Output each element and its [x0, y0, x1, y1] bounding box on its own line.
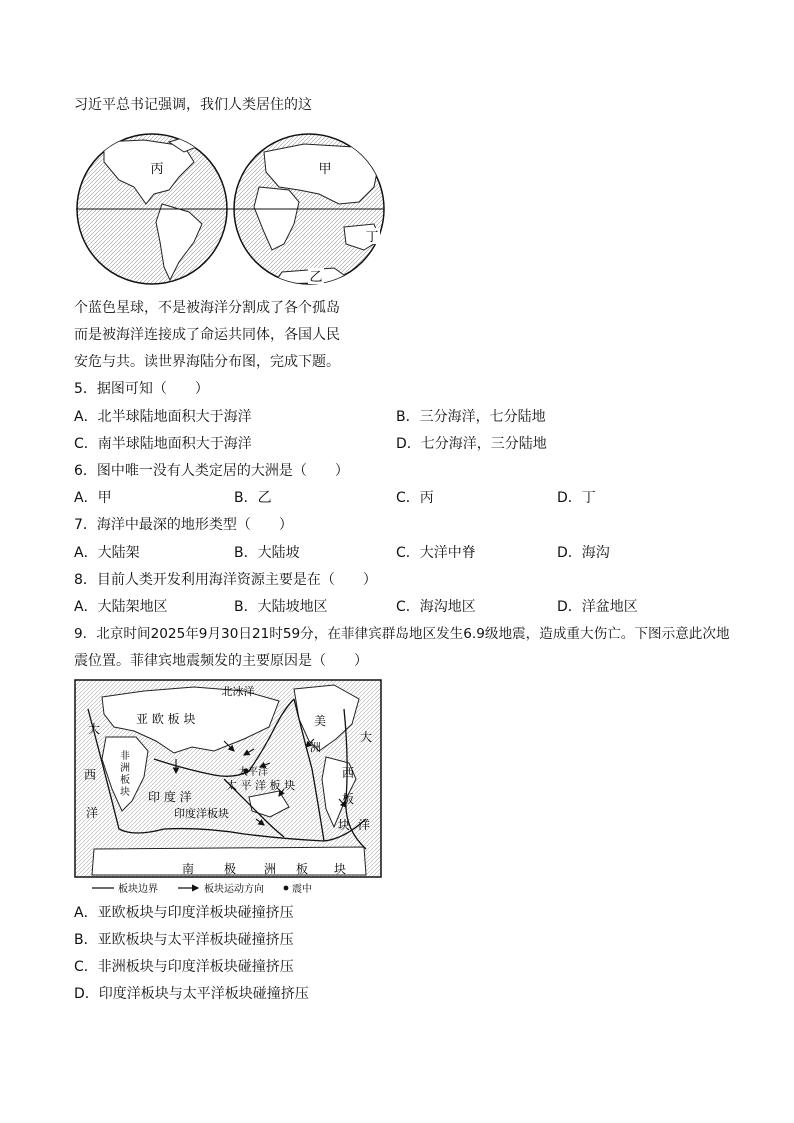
q7-option-b[interactable]: B．大陆坡: [234, 545, 300, 561]
label-america-2: 洲: [310, 741, 321, 754]
legend-boundary-label: 板块边界: [118, 884, 158, 895]
label-ding: 丁: [365, 230, 379, 245]
question-8-stem: 8．目前人类开发利用海洋资源主要是在（ ）: [74, 572, 377, 588]
label-atlantic-left-3: 洋: [86, 806, 99, 820]
intro-line-2: 个蓝色星球，不是被海洋分割成了各个孤岛: [74, 300, 340, 316]
q5-option-c[interactable]: C．南半球陆地面积大于海洋: [74, 436, 252, 452]
q9-option-d[interactable]: D．印度洋板块与太平洋板块碰撞挤压: [74, 986, 309, 1002]
intro-line-4: 安危与共。读世界海陆分布图，完成下题。: [74, 354, 340, 370]
label-antarctic-2: 极: [224, 862, 237, 876]
african-plate-char-4: 块: [120, 787, 130, 798]
q9-option-a[interactable]: A．亚欧板块与印度洋板块碰撞挤压: [74, 905, 294, 921]
label-eurasian-plate: 亚 欧 板 块: [136, 712, 196, 726]
q8-option-b[interactable]: B．大陆坡地区: [234, 599, 328, 615]
q5-option-b[interactable]: B．三分海洋，七分陆地: [396, 409, 546, 425]
q5-option-a[interactable]: A．北半球陆地面积大于海洋: [74, 409, 252, 425]
label-antarctic-5: 块: [334, 862, 347, 876]
q9-option-b[interactable]: B．亚欧板块与太平洋板块碰撞挤压: [74, 932, 294, 948]
question-9-stem-line-1: 9．北京时间2025年9月30日21时59分，在菲律宾群岛地区发生6.9级地震，造成重大伤亡。下图示意此次地: [74, 626, 730, 642]
plate-tectonics-map: [74, 679, 384, 897]
label-bing: 丙: [150, 162, 164, 177]
q8-option-d[interactable]: D．洋盆地区: [557, 599, 638, 615]
map-legend: [92, 882, 312, 895]
label-pacific-plate: 太 平 洋 板 块: [226, 779, 295, 792]
label-atlantic-left-2: 西: [84, 768, 97, 782]
q6-option-a[interactable]: A．甲: [74, 490, 112, 506]
label-antarctic-1: 南: [182, 862, 195, 876]
q5-option-d[interactable]: D．七分海洋，三分陆地: [396, 436, 547, 452]
question-5-stem: 5．据图可知（ ）: [74, 381, 209, 397]
label-plate-word-right-1: 板: [342, 792, 355, 806]
african-plate-char-3: 板: [120, 775, 130, 786]
label-arctic-ocean: 北冰洋: [221, 685, 255, 698]
question-9-stem-line-2: 震位置。菲律宾地震频发的主要原因是（ ）: [74, 653, 368, 669]
label-antarctic-4: 板: [296, 862, 309, 876]
label-african-plate: [120, 749, 130, 798]
q6-option-d[interactable]: D．丁: [557, 490, 596, 506]
question-6-stem: 6．图中唯一没有人类定居的大洲是（ ）: [74, 463, 349, 479]
legend-epicenter-dot: [284, 886, 289, 891]
q6-option-c[interactable]: C．丙: [396, 490, 434, 506]
q7-option-c[interactable]: C．大洋中脊: [396, 545, 476, 561]
q8-option-a[interactable]: A．大陆架地区: [74, 599, 168, 615]
label-atlantic-left-1: 大: [88, 722, 101, 736]
label-plate-word-right-2: 块: [338, 818, 351, 832]
label-indian-ocean-plate: 印度洋板块: [174, 807, 229, 820]
intro-line-1: 习近平总书记强调，我们人类居住的这: [74, 97, 312, 113]
q7-option-d[interactable]: D．海沟: [557, 545, 610, 561]
q9-option-c[interactable]: C．非洲板块与印度洋板块碰撞挤压: [74, 959, 294, 975]
world-hemispheres-map: [74, 132, 386, 290]
question-7-stem: 7．海洋中最深的地形类型（ ）: [74, 517, 293, 533]
african-plate-char-2: 洲: [120, 763, 130, 774]
q7-option-a[interactable]: A．大陆架: [74, 545, 140, 561]
label-atlantic-right-2: 西: [342, 766, 355, 780]
q8-option-c[interactable]: C．海沟地区: [396, 599, 476, 615]
intro-line-3: 而是被海洋连接成了命运共同体，各国人民: [74, 327, 340, 343]
label-jia: 甲: [318, 162, 332, 177]
label-atlantic-right-3: 洋: [358, 818, 371, 832]
label-atlantic-right-1: 大: [360, 730, 373, 744]
label-pacific-ocean: 太平洋: [238, 767, 268, 778]
african-plate-char-1: 非: [120, 751, 130, 762]
label-america-1: 美: [314, 714, 327, 728]
legend-direction-label: 板块运动方向: [204, 884, 264, 895]
q6-option-b[interactable]: B．乙: [234, 490, 272, 506]
label-antarctic-3: 洲: [264, 862, 277, 876]
label-yi: 乙: [309, 270, 323, 285]
label-indian-ocean: 印 度 洋: [148, 790, 192, 804]
legend-epicenter-label: 震中: [292, 884, 312, 895]
